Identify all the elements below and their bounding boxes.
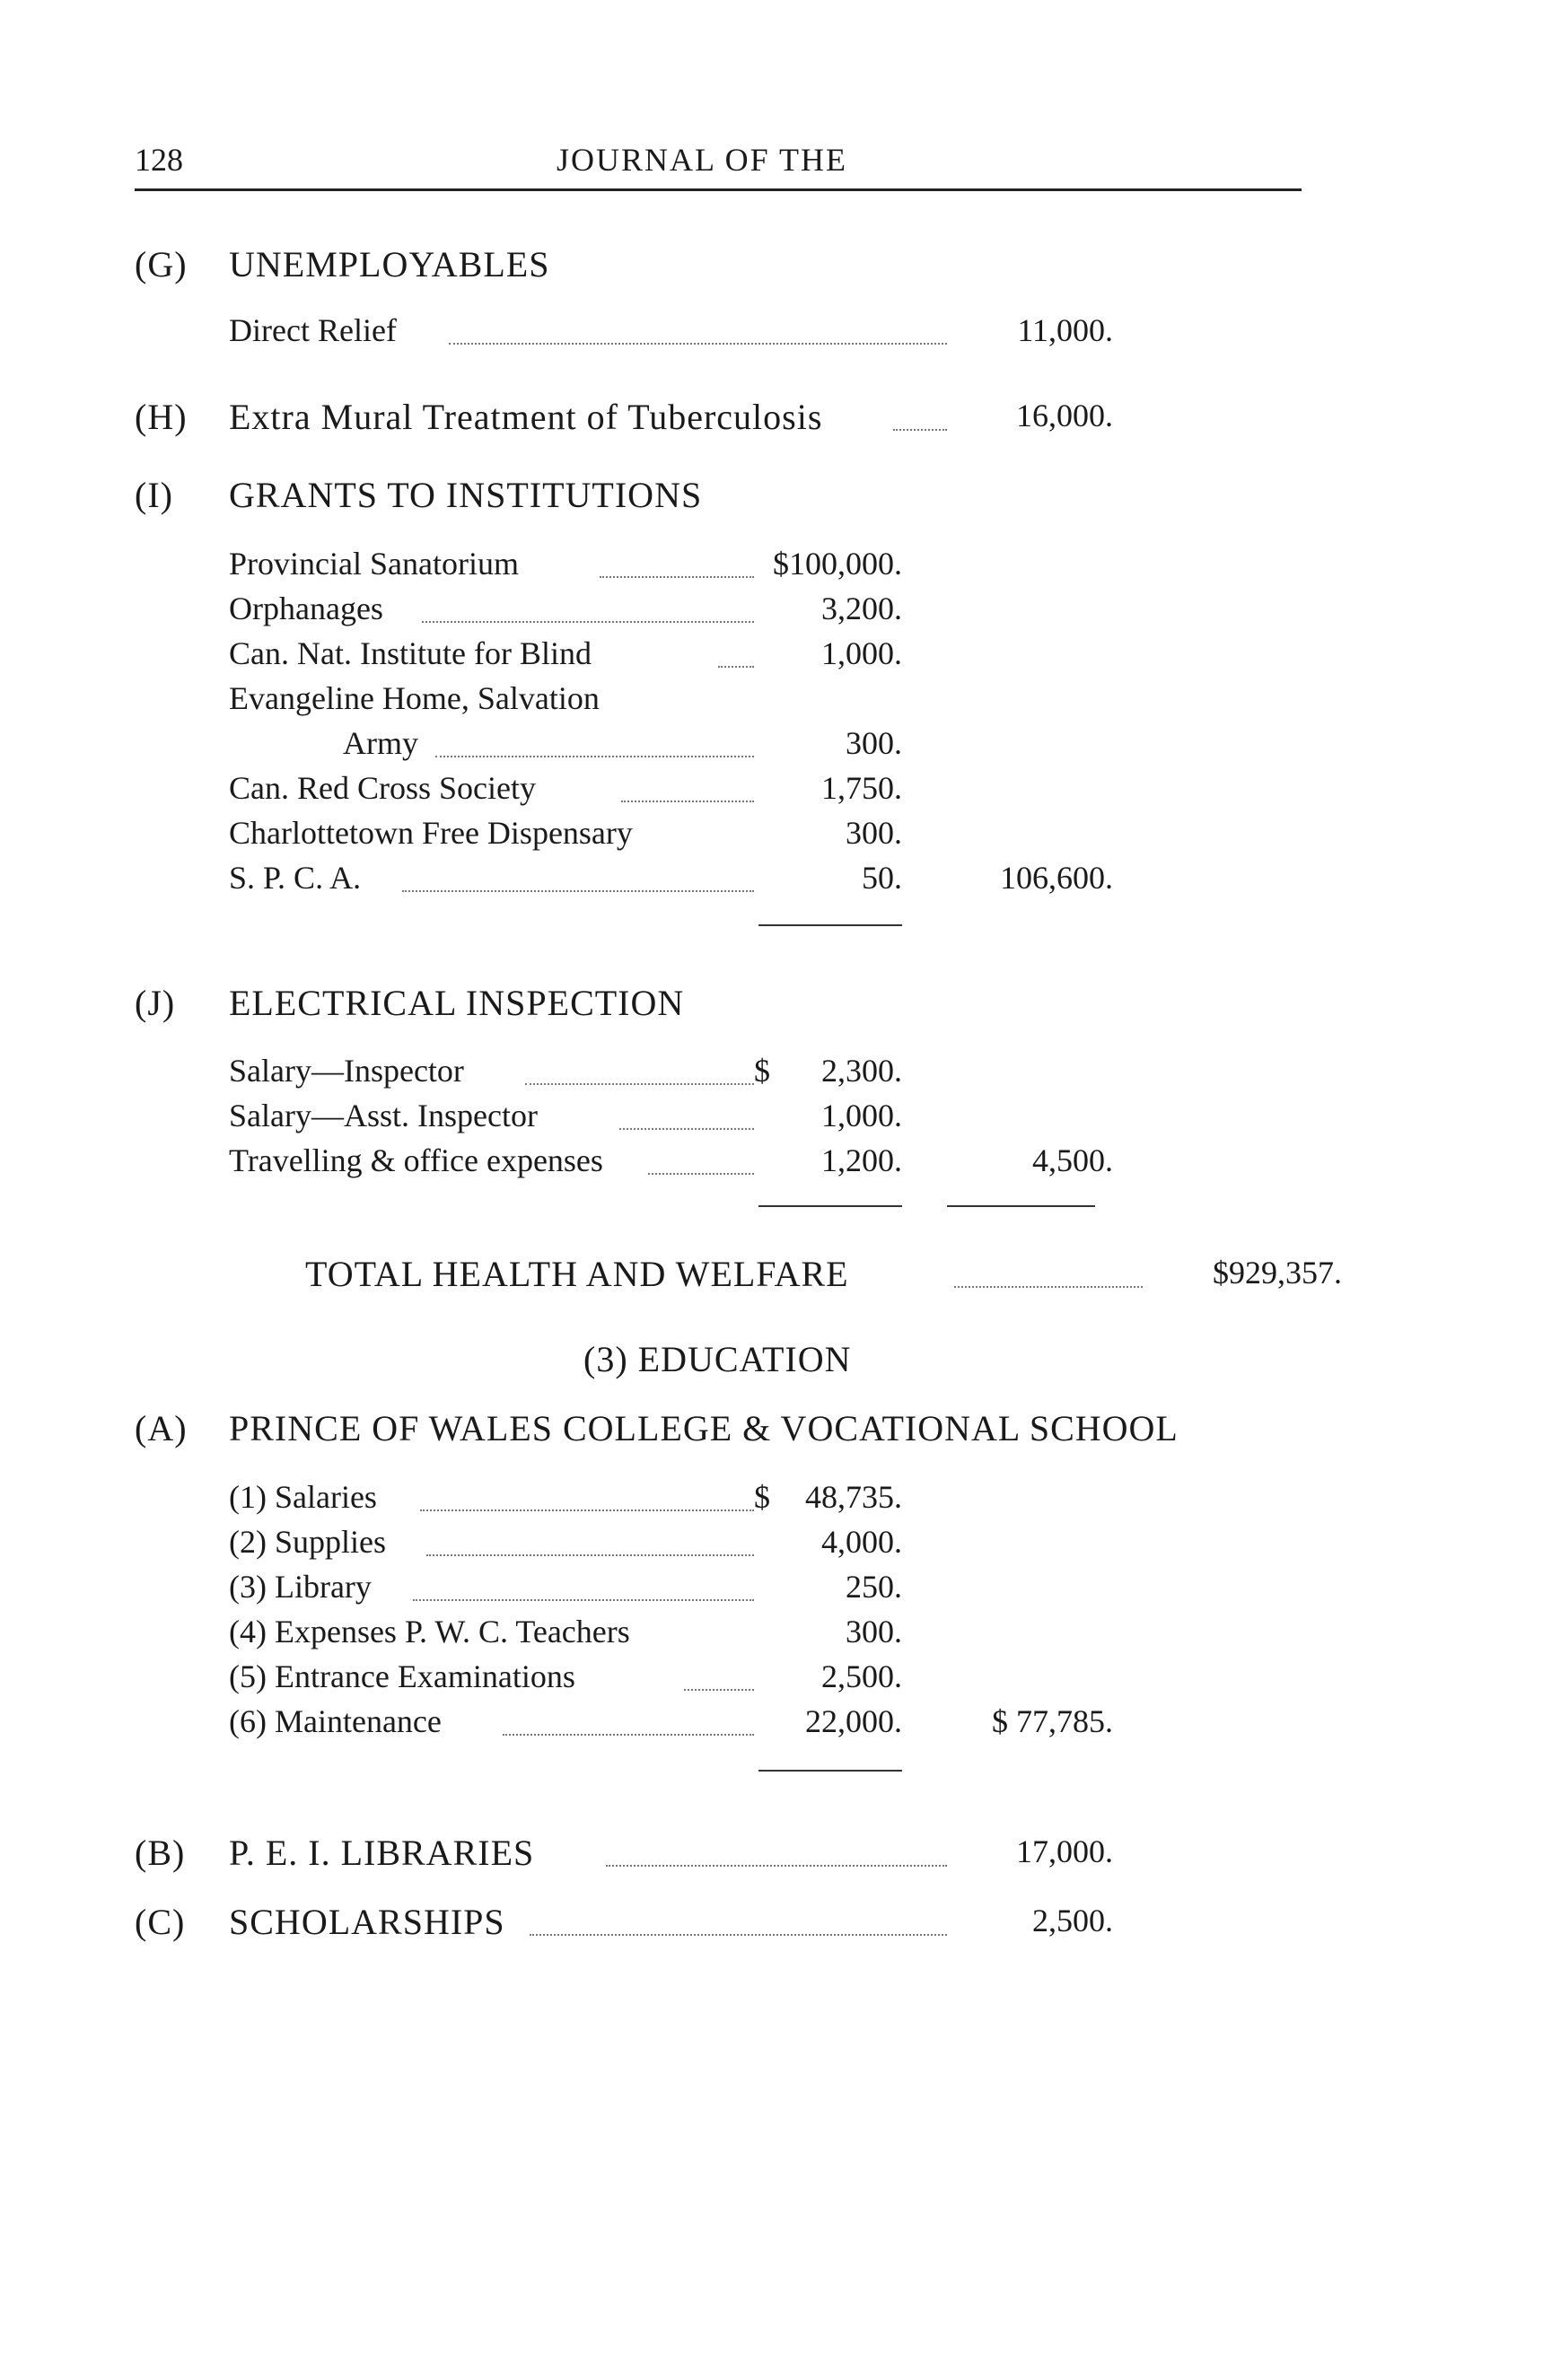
dot-leader xyxy=(435,756,754,757)
line-item-amount: 2,300. xyxy=(821,1053,902,1089)
section-c-title: SCHOLARSHIPS xyxy=(229,1902,505,1942)
dot-leader xyxy=(606,1865,947,1867)
section-i-letter: (I) xyxy=(135,475,173,515)
line-item-amount: 3,200. xyxy=(821,591,902,626)
dot-leader xyxy=(449,343,947,345)
line-item-amount: 2,500. xyxy=(821,1658,902,1694)
line-item-label: Provincial Sanatorium xyxy=(229,546,519,582)
section-j-letter: (J) xyxy=(135,983,176,1023)
dot-leader xyxy=(503,1734,754,1736)
subtotal-rule xyxy=(758,924,902,926)
line-item-label: Can. Nat. Institute for Blind xyxy=(229,635,592,671)
section-c-letter: (C) xyxy=(135,1902,186,1942)
section-b-total: 17,000. xyxy=(1016,1833,1113,1869)
line-item-label: Salary—Inspector xyxy=(229,1053,464,1089)
section-h-letter: (H) xyxy=(135,397,188,437)
line-item-amount: 250. xyxy=(846,1569,902,1605)
line-item-amount: 1,000. xyxy=(821,635,902,671)
dot-leader xyxy=(426,1554,754,1556)
section-b-title: P. E. I. LIBRARIES xyxy=(229,1833,535,1873)
running-title: JOURNAL OF THE xyxy=(557,142,848,178)
total-health-label: TOTAL HEALTH AND WELFARE xyxy=(305,1254,849,1294)
line-item-label: (3) Library xyxy=(229,1569,372,1605)
section-a-total: $ 77,785. xyxy=(992,1703,1113,1739)
dot-leader xyxy=(422,621,754,623)
line-item-amount: 50. xyxy=(862,860,902,896)
line-item-amount: 300. xyxy=(846,815,902,851)
line-item-amount: 300. xyxy=(846,725,902,761)
line-item-label: Direct Relief xyxy=(229,312,397,348)
line-item-amount: 1,750. xyxy=(821,770,902,806)
line-item-label: (1) Salaries xyxy=(229,1479,377,1515)
line-item-label: Evangeline Home, Salvation xyxy=(229,680,600,716)
page-number: 128 xyxy=(135,142,183,178)
section-j-title: ELECTRICAL INSPECTION xyxy=(229,983,685,1023)
line-item-label: (5) Entrance Examinations xyxy=(229,1658,575,1694)
line-item-amount: 1,200. xyxy=(821,1142,902,1178)
line-item-amount: 1,000. xyxy=(821,1098,902,1133)
dot-leader xyxy=(402,890,754,892)
dot-leader xyxy=(413,1599,754,1601)
line-item-amount: $100,000. xyxy=(773,546,902,582)
section-a-letter: (A) xyxy=(135,1408,188,1448)
currency-symbol: $ xyxy=(754,1053,770,1089)
section-h-title: Extra Mural Treatment of Tuberculosis xyxy=(229,397,823,437)
line-item-label: (2) Supplies xyxy=(229,1524,386,1560)
subtotal-rule xyxy=(758,1770,902,1772)
currency-symbol: $ xyxy=(754,1479,770,1515)
dot-leader xyxy=(530,1934,947,1936)
line-item-label: Army xyxy=(343,725,418,761)
section-b-letter: (B) xyxy=(135,1833,186,1873)
line-item-label: Salary—Asst. Inspector xyxy=(229,1098,538,1133)
line-item-amount: 22,000. xyxy=(805,1703,902,1739)
section-i-total: 106,600. xyxy=(1000,860,1113,896)
header-rule xyxy=(135,188,1302,191)
line-item-label: (4) Expenses P. W. C. Teachers xyxy=(229,1614,630,1649)
line-item-amount: 48,735. xyxy=(805,1479,902,1515)
line-item-label: Charlottetown Free Dispensary xyxy=(229,815,633,851)
section-g-title: UNEMPLOYABLES xyxy=(229,244,550,284)
line-item-label: Travelling & office expenses xyxy=(229,1142,603,1178)
line-item-label: S. P. C. A. xyxy=(229,860,362,896)
line-item-amount: 4,000. xyxy=(821,1524,902,1560)
line-item-total: 11,000. xyxy=(1017,312,1113,348)
section-g-letter: (G) xyxy=(135,244,188,284)
line-item-label: (6) Maintenance xyxy=(229,1703,442,1739)
total-health-amount: $929,357. xyxy=(1213,1255,1342,1291)
section-a-title: PRINCE OF WALES COLLEGE & VOCATIONAL SCHOOL xyxy=(229,1408,1179,1448)
section-i-title: GRANTS TO INSTITUTIONS xyxy=(229,475,703,515)
subtotal-rule xyxy=(758,1205,902,1207)
line-item-amount: 300. xyxy=(846,1614,902,1649)
line-item-label: Can. Red Cross Society xyxy=(229,770,536,806)
education-heading: (3) EDUCATION xyxy=(583,1339,852,1379)
section-c-total: 2,500. xyxy=(1032,1903,1113,1938)
subtotal-rule xyxy=(947,1205,1095,1207)
line-item-label: Orphanages xyxy=(229,591,383,626)
section-j-total: 4,500. xyxy=(1032,1142,1113,1178)
dot-leader xyxy=(420,1509,754,1511)
dot-leader xyxy=(954,1286,1143,1288)
section-h-total: 16,000. xyxy=(1016,398,1113,433)
